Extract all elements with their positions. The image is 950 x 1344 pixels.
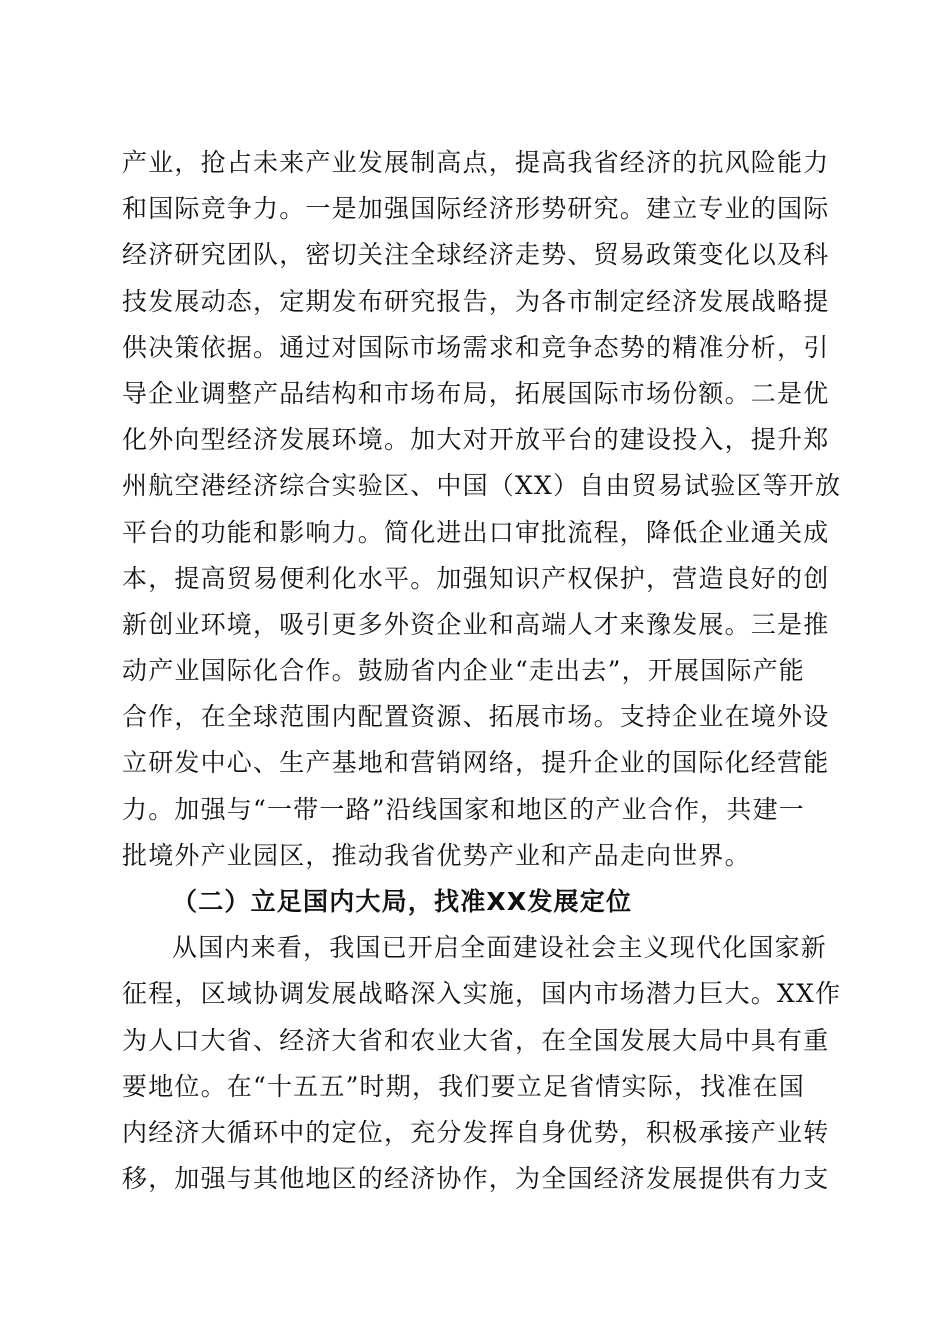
- text-line: 立研发中心、生产基地和营销网络，提升企业的国际化经营能: [122, 748, 830, 778]
- section-heading: （二）立足国内大局，找准XX发展定位: [172, 887, 633, 916]
- text-line: 技发展动态，定期发布研究报告，为各市制定经济发展战略提: [122, 286, 830, 316]
- text-line: 动产业国际化合作。鼓励省内企业“走出去”，开展国际产能: [122, 656, 805, 686]
- text-line: 州航空港经济综合实验区、中国（XX）自由贸易试验区等开放: [122, 471, 842, 501]
- text-line: 力。加强与“一带一路”沿线国家和地区的产业合作，共建一: [122, 794, 805, 824]
- text-line: 化外向型经济发展环境。加大对开放平台的建设投入，提升郑: [122, 425, 830, 455]
- text-line: 内经济大循环中的定位，充分发挥自身优势，积极承接产业转: [122, 1117, 830, 1147]
- text-line: 移，加强与其他地区的经济协作，为全国经济发展提供有力支: [122, 1164, 830, 1194]
- text-line: 产业，抢占未来产业发展制高点，提高我省经济的抗风险能力: [122, 148, 830, 177]
- text-line: 批境外产业园区，推动我省优势产业和产品走向世界。: [122, 840, 751, 870]
- text-line: 和国际竞争力。一是加强国际经济形势研究。建立专业的国际: [122, 194, 830, 224]
- text-line: 本，提高贸易便利化水平。加强知识产权保护，营造良好的创: [122, 563, 830, 593]
- body-text: [122, 140, 842, 1202]
- text-line: 要地位。在“十五五”时期，我们要立足省情实际，找准在国: [122, 1071, 805, 1101]
- text-line: 合作，在全球范围内配置资源、拓展市场。支持企业在境外设: [122, 702, 830, 732]
- text-line: 供决策依据。通过对国际市场需求和竞争态势的精准分析，引: [122, 332, 830, 362]
- text-line: 从国内来看，我国已开启全面建设社会主义现代化国家新: [172, 933, 828, 963]
- text-line: 征程，区域协调发展战略深入实施，国内市场潜力巨大。XX作: [122, 979, 842, 1009]
- text-line: 导企业调整产品结构和市场布局，拓展国际市场份额。二是优: [122, 378, 830, 408]
- text-line: 新创业环境，吸引更多外资企业和高端人才来豫发展。三是推: [122, 609, 830, 639]
- text-line: 平台的功能和影响力。简化进出口审批流程，降低企业通关成: [122, 517, 830, 547]
- text-line: 为人口大省、经济大省和农业大省，在全国发展大局中具有重: [122, 1025, 830, 1055]
- text-line: 经济研究团队，密切关注全球经济走势、贸易政策变化以及科: [122, 240, 830, 270]
